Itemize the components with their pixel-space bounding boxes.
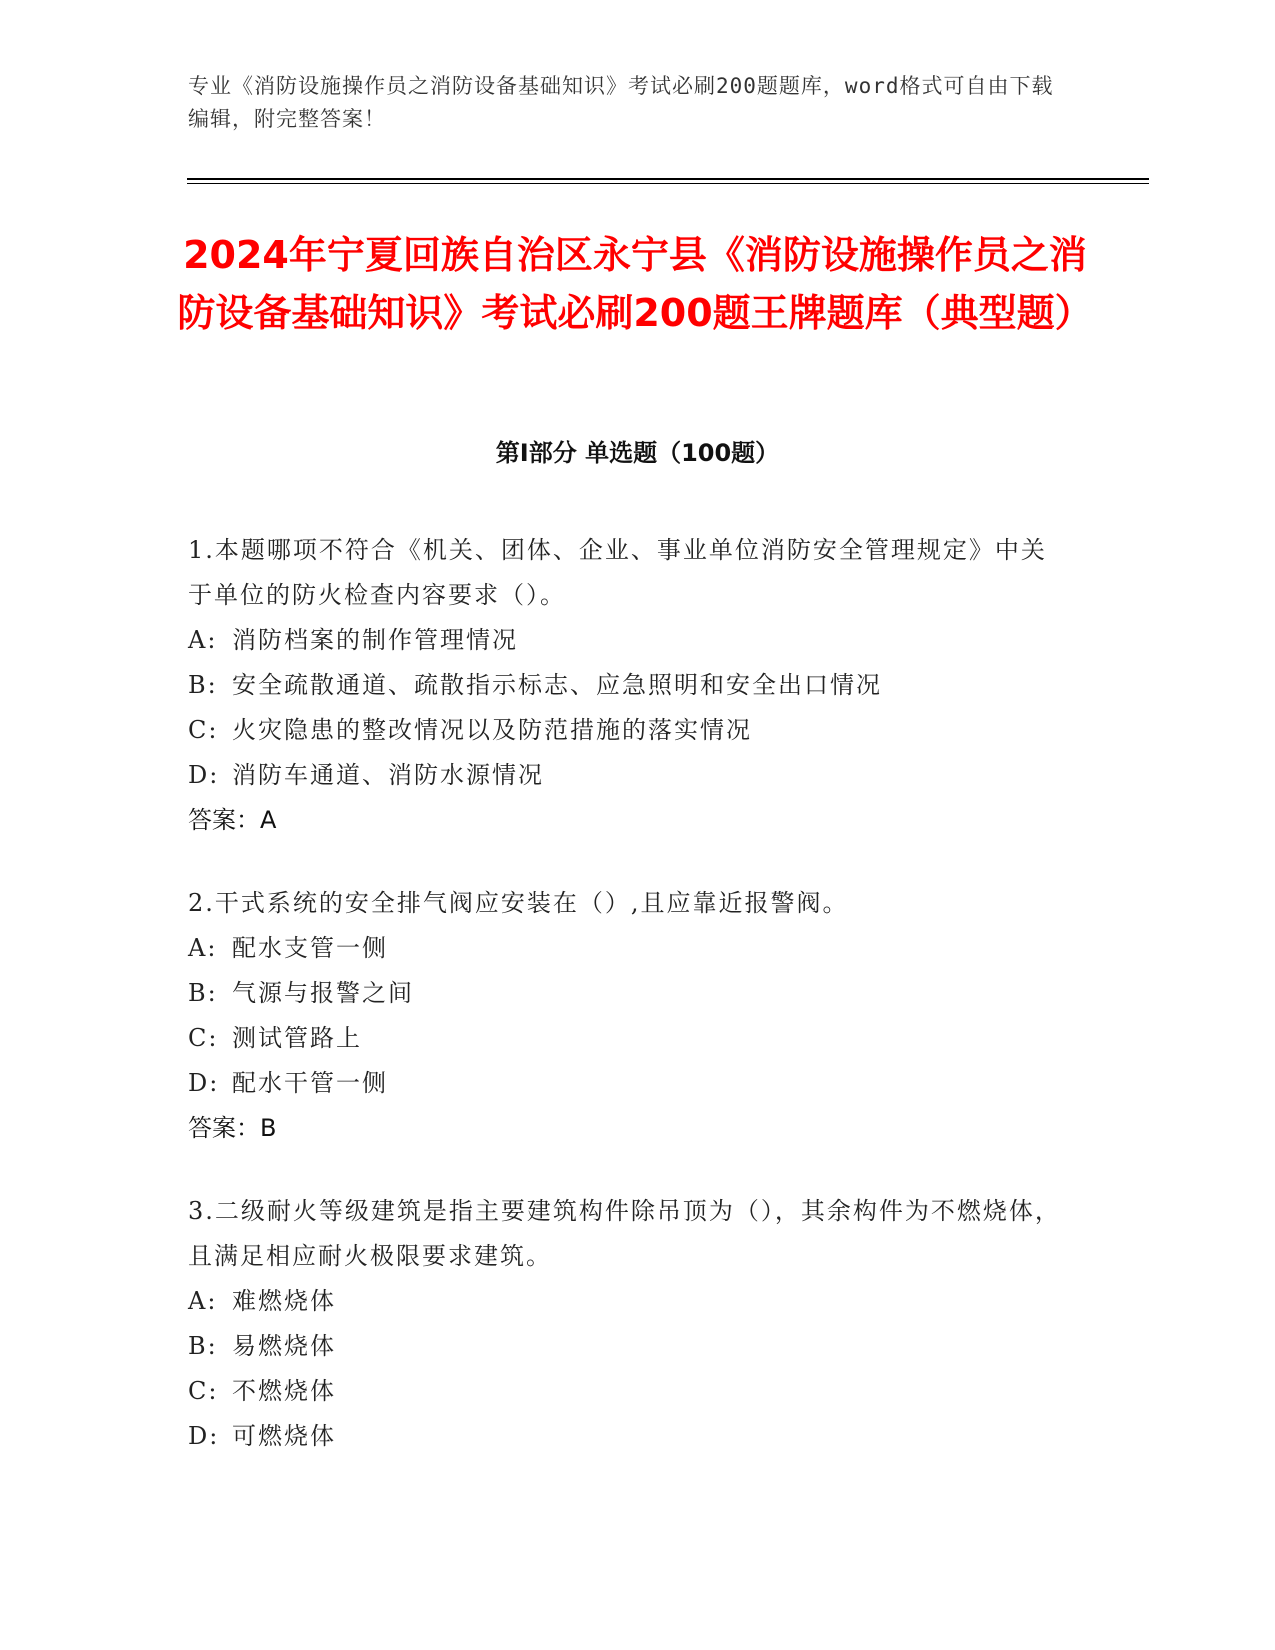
answer-label: 答案：	[188, 1114, 260, 1142]
option-key: B:	[188, 1332, 218, 1360]
option-key: D:	[188, 1422, 220, 1450]
document-title: 2024年宁夏回族自治区永宁县《消防设施操作员之消防设备基础知识》考试必刷200题王牌题库（典型题）	[177, 233, 1093, 335]
option-b	[188, 971, 1068, 1016]
option-text: 测试管路上	[232, 1024, 362, 1052]
option-key: A:	[188, 626, 218, 654]
header-note: 专业《消防设施操作员之消防设备基础知识》考试必刷200题题库，word格式可自由下载编辑，附完整答案！	[188, 74, 1054, 131]
option-text: 易燃烧体	[232, 1332, 336, 1360]
option-key: A:	[188, 934, 218, 962]
header-divider-thin	[187, 183, 1149, 184]
option-key: C:	[188, 1024, 219, 1052]
question-3	[188, 1189, 1068, 1459]
option-a	[188, 1279, 1068, 1324]
option-a	[188, 618, 1068, 663]
option-key: C:	[188, 716, 219, 744]
question-stem: 3.二级耐火等级建筑是指主要建筑构件除吊顶为（），其余构件为不燃烧体，且满足相应耐火极限要求建筑。	[188, 1197, 1061, 1270]
option-a	[188, 926, 1068, 971]
question-list	[188, 528, 1068, 1497]
option-b	[188, 1324, 1068, 1369]
option-text: 气源与报警之间	[232, 979, 414, 1007]
header-divider-thick	[187, 178, 1149, 180]
option-text: 火灾隐患的整改情况以及防范措施的落实情况	[232, 716, 752, 744]
option-d	[188, 1414, 1068, 1459]
question-1	[188, 528, 1068, 843]
option-c	[188, 1369, 1068, 1414]
option-d	[188, 1061, 1068, 1106]
question-stem: 1.本题哪项不符合《机关、团体、企业、事业单位消防安全管理规定》中关于单位的防火检查内容要求（）。	[188, 536, 1047, 609]
answer-line	[188, 798, 1068, 843]
option-key: C:	[188, 1377, 219, 1405]
option-b	[188, 663, 1068, 708]
answer-label: 答案：	[188, 806, 260, 834]
option-text: 可燃烧体	[232, 1422, 336, 1450]
section-title: 第I部分 单选题（100题）	[495, 439, 780, 467]
option-key: B:	[188, 979, 218, 1007]
option-key: B:	[188, 671, 218, 699]
answer-value: A	[260, 806, 277, 834]
option-c	[188, 708, 1068, 753]
option-key: D:	[188, 1069, 220, 1097]
option-text: 消防档案的制作管理情况	[232, 626, 518, 654]
option-text: 不燃烧体	[232, 1377, 336, 1405]
option-c	[188, 1016, 1068, 1061]
question-stem: 2.干式系统的安全排气阀应安装在（）,且应靠近报警阀。	[188, 889, 849, 917]
option-text: 安全疏散通道、疏散指示标志、应急照明和安全出口情况	[232, 671, 882, 699]
option-text: 难燃烧体	[232, 1287, 336, 1315]
option-text: 配水支管一侧	[232, 934, 388, 962]
option-text: 配水干管一侧	[232, 1069, 388, 1097]
option-d	[188, 753, 1068, 798]
answer-line	[188, 1106, 1068, 1151]
question-2	[188, 881, 1068, 1151]
answer-value: B	[260, 1114, 277, 1142]
option-key: D:	[188, 761, 220, 789]
option-text: 消防车通道、消防水源情况	[232, 761, 544, 789]
option-key: A:	[188, 1287, 218, 1315]
